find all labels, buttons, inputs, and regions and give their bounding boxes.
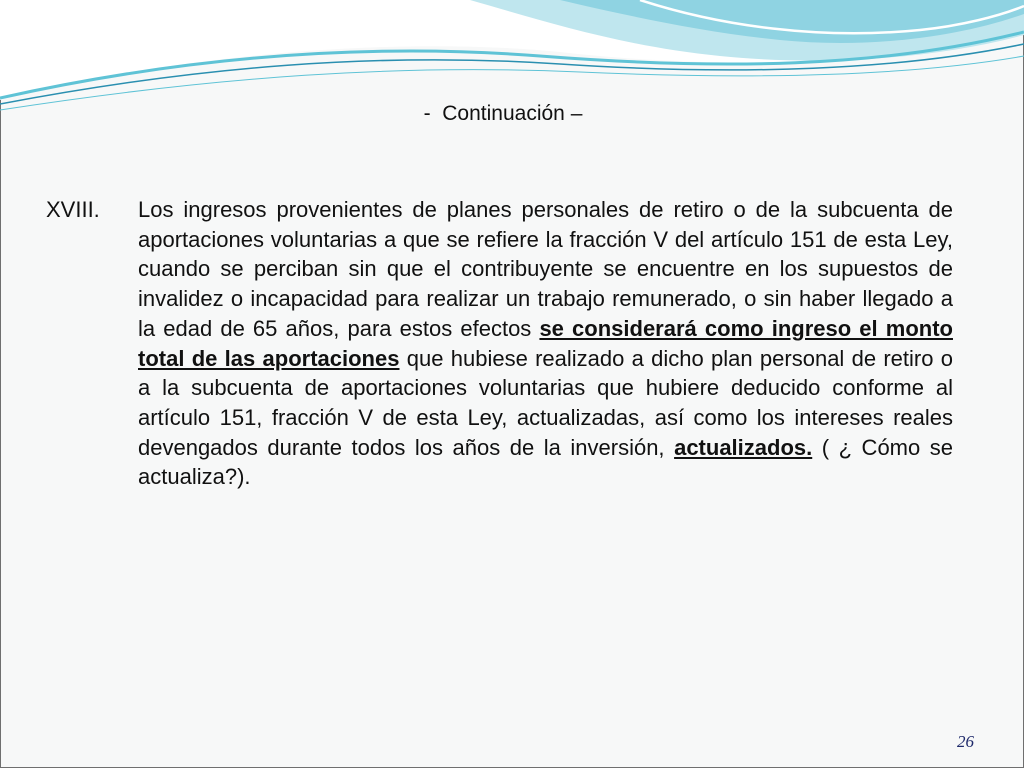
body-paragraph (138, 195, 953, 492)
emphasis-total-aportaciones: se considerará como ingreso el monto total de las aportaciones (138, 315, 953, 371)
paragraph-text-end: ( ¿ Cómo se actualiza?). (138, 434, 954, 490)
page-number: 26 (957, 732, 974, 751)
section-numeral: XVIII. (46, 197, 100, 222)
emphasis-actualizados: actualizados. (674, 434, 813, 460)
paragraph-text-start: Los ingresos provenientes de planes personales de retiro o de la subcuenta de aportaciones voluntarias a que se refiere la fracción V del artículo 151 de esta Ley, cuando se perciban sin que el contribuyente se encuentre en los supuestos de invalidez o incapacidad para realizar un trabajo remunerado, o sin haber llegado a la edad de 65 años, para estos efectos (138, 197, 953, 341)
paragraph-text-middle: que hubiese realizado a dicho plan personal de retiro o a la subcuenta de aportaciones voluntarias que hubiere deducido conforme al artículo 151, fracción V de esta Ley, actualizadas, así como los intereses reales devengados durante todos los años de la inversión, (138, 345, 953, 460)
continuation-heading: - Continuación – (423, 102, 583, 125)
